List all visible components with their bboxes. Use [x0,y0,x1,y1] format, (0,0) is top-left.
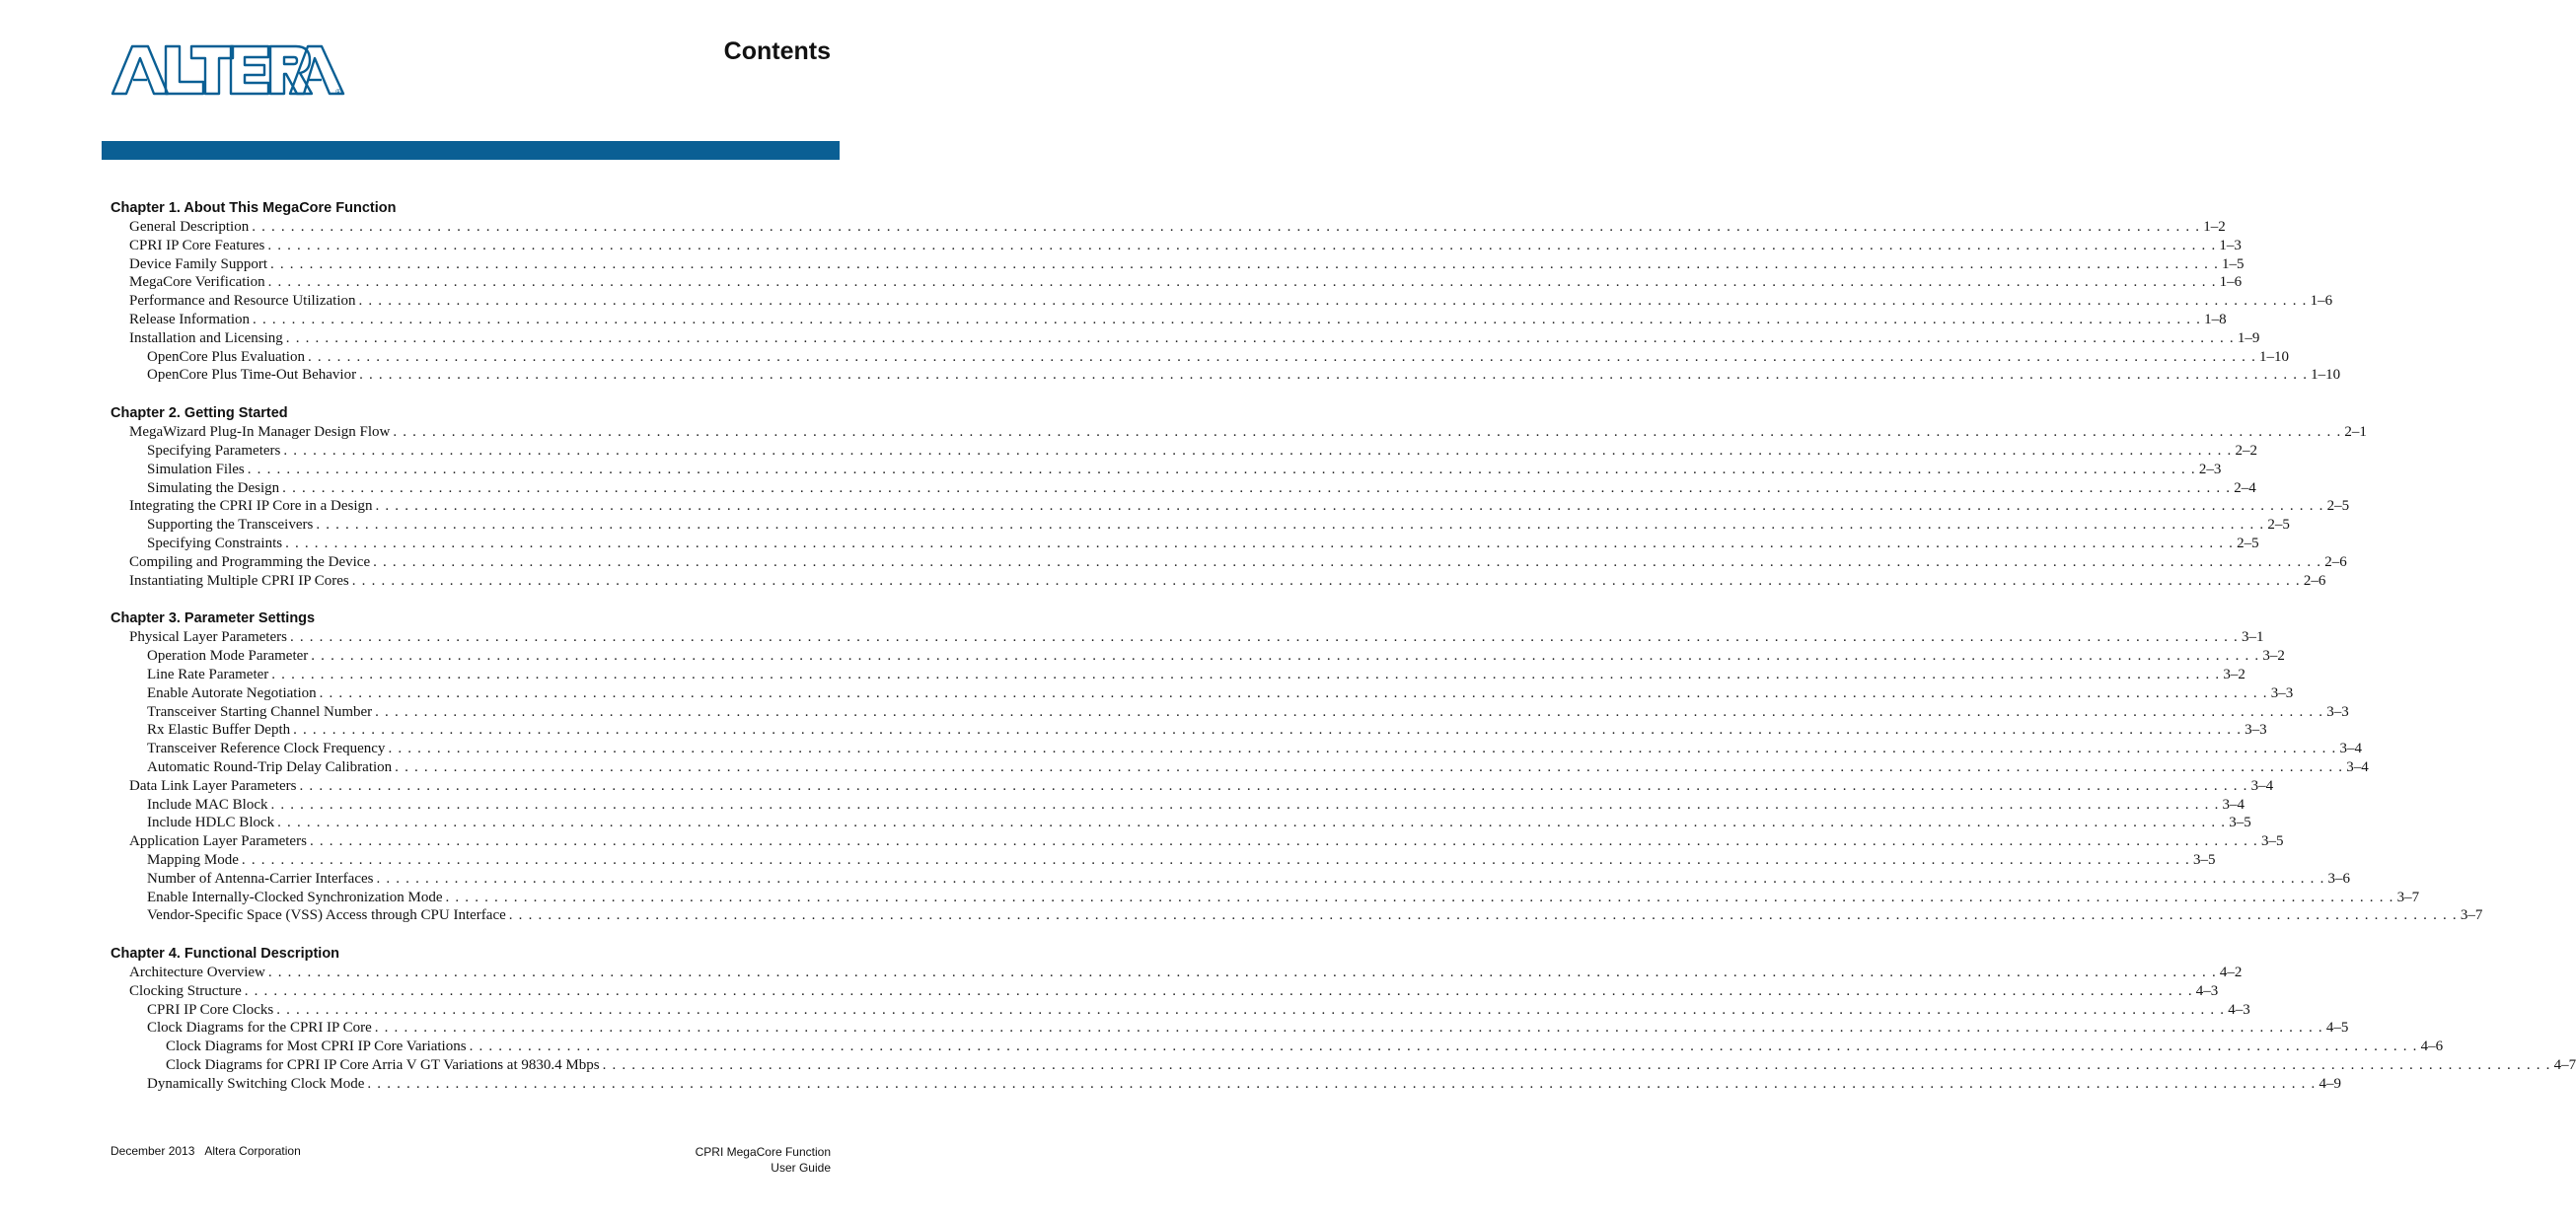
toc-entry[interactable] [110,497,2350,516]
toc-entry-page: 3–4 [2222,796,2245,813]
dot-leader: . . . . . . . . . . . . . . . . . . . . . . . . . . . . . . . . . . . . . . . . . . . . . . . . . . . . . . . . . . . . . . . . . . . . . . . . . . . . . . . . . . . . . . . . . . . . . . . . . . . . . . . . . . . . . . . . . . . . . . . . . . . . . . . . . . . . . . . . . . . . . . . . . . . . . . . . . . . . . . . . . . . . . . . . . . . . . . . . . . . . . . . . . . . . . . . . . . . . . . . . [395,758,2344,775]
toc-entry[interactable] [110,906,2483,925]
toc-entry[interactable] [110,461,2222,479]
dot-leader: . . . . . . . . . . . . . . . . . . . . . . . . . . . . . . . . . . . . . . . . . . . . . . . . . . . . . . . . . . . . . . . . . . . . . . . . . . . . . . . . . . . . . . . . . . . . . . . . . . . . . . . . . . . . . . . . . . . . . . . . . . . . . . . . . . . . . . . . . . . . . . . . . . . . . . . . . . . . . . . . . . . . . . . . . . . . . . . . . . . . . . . . . . . . . . . . . . . . . . . . [293,722,2243,739]
toc-entry-title: Data Link Layer Parameters [129,777,297,794]
toc-entry-title: Clock Diagrams for Most CPRI IP Core Variations [166,1039,467,1055]
toc-entry-page: 3–2 [2262,648,2285,665]
header-bar [102,141,840,160]
toc-entry-page: 2–6 [2324,553,2347,570]
toc-entry-page: 3–5 [2192,851,2216,868]
toc-entry-title: Vendor-Specific Space (VSS) Access through CPU Interface [147,907,506,924]
toc-entry[interactable] [110,255,2245,274]
toc-entry-page: 3–4 [2339,741,2362,757]
page-title: Contents [723,37,831,65]
toc-entry-page: 1–6 [2219,274,2243,291]
toc-entry-page: 3–6 [2327,870,2351,887]
footer-doc-title: CPRI MegaCore Function [695,1145,831,1159]
toc-entry[interactable] [110,758,2369,777]
toc-entry-title: Device Family Support [129,255,267,272]
toc-entry[interactable] [110,814,2251,832]
toc-entry[interactable] [110,964,2243,982]
toc-entry-page: 1–2 [2203,219,2226,235]
toc-entry-title: OpenCore Plus Evaluation [147,348,305,365]
dot-leader: . . . . . . . . . . . . . . . . . . . . . . . . . . . . . . . . . . . . . . . . . . . . . . . . . . . . . . . . . . . . . . . . . . . . . . . . . . . . . . . . . . . . . . . . . . . . . . . . . . . . . . . . . . . . . . . . . . . . . . . . . . . . . . . . . . . . . . . . . . . . . . . . . . . . . . . . . . . . . . . . . . . . . . . . . . . . . . . . . . . . . . . . . . . . . . . . . . . . . . . . [373,553,2322,570]
toc-entry-title: Clocking Structure [129,982,242,999]
toc-entry[interactable] [110,348,2290,367]
chapter-heading[interactable]: Chapter 4. Functional Description [110,946,340,963]
toc-entry[interactable] [110,311,2227,329]
toc-entry-page: 3–2 [2223,666,2245,682]
toc-entry[interactable] [110,982,2219,1001]
dot-leader: . . . . . . . . . . . . . . . . . . . . . . . . . . . . . . . . . . . . . . . . . . . . . . . . . . . . . . . . . . . . . . . . . . . . . . . . . . . . . . . . . . . . . . . . . . . . . . . . . . . . . . . . . . . . . . . . . . . . . . . . . . . . . . . . . . . . . . . . . . . . . . . . . . . . . . . . . . . . . . . . . . . . . . . . . . . . . . . . . . . . . . . . . . . . . . . . . . . . . . . . [316,517,2265,534]
footer-date: December 2013 [110,1144,195,1158]
toc-entry[interactable] [110,628,2264,647]
dot-leader: . . . . . . . . . . . . . . . . . . . . . . . . . . . . . . . . . . . . . . . . . . . . . . . . . . . . . . . . . . . . . . . . . . . . . . . . . . . . . . . . . . . . . . . . . . . . . . . . . . . . . . . . . . . . . . . . . . . . . . . . . . . . . . . . . . . . . . . . . . . . . . . . . . . . . . . . . . . . . . . . . . . . . . . . . . . . . . . . . . . . . . . . . . . . . . . . . . . . . . . . [469,1039,2418,1055]
toc-entry-title: Architecture Overview [129,965,265,981]
toc-entry-title: Transceiver Starting Channel Number [147,703,373,720]
toc-entry[interactable] [110,218,2226,237]
toc-entry-page: 4–2 [2219,965,2243,981]
toc-entry[interactable] [110,516,2290,535]
dot-leader: . . . . . . . . . . . . . . . . . . . . . . . . . . . . . . . . . . . . . . . . . . . . . . . . . . . . . . . . . . . . . . . . . . . . . . . . . . . . . . . . . . . . . . . . . . . . . . . . . . . . . . . . . . . . . . . . . . . . . . . . . . . . . . . . . . . . . . . . . . . . . . . . . . . . . . . . . . . . . . . . . . . . . . . . . . . . . . . . . . . . . . . . . . . . . . . . . . . . . . . . [376,870,2325,887]
toc-entry[interactable] [110,273,2243,292]
toc-entry[interactable] [110,796,2245,815]
toc-entry-page: 3–4 [2346,758,2369,775]
registered-mark: ® [335,88,341,97]
toc-entry-page: 2–1 [2344,424,2367,441]
toc-entry-page: 2–2 [2235,442,2257,459]
toc-entry-page: 4–9 [2318,1075,2341,1092]
dot-leader: . . . . . . . . . . . . . . . . . . . . . . . . . . . . . . . . . . . . . . . . . . . . . . . . . . . . . . . . . . . . . . . . . . . . . . . . . . . . . . . . . . . . . . . . . . . . . . . . . . . . . . . . . . . . . . . . . . . . . . . . . . . . . . . . . . . . . . . . . . . . . . . . . . . . . . . . . . . . . . . . . . . . . . . . . . . . . . . . . . . . . . . . . . . . . . . . . . . . . . . . [367,1075,2317,1092]
dot-leader: . . . . . . . . . . . . . . . . . . . . . . . . . . . . . . . . . . . . . . . . . . . . . . . . . . . . . . . . . . . . . . . . . . . . . . . . . . . . . . . . . . . . . . . . . . . . . . . . . . . . . . . . . . . . . . . . . . . . . . . . . . . . . . . . . . . . . . . . . . . . . . . . . . . . . . . . . . . . . . . . . . . . . . . . . . . . . . . . . . . . . . . . . . . . . . . . . . . . . . . . [375,703,2324,720]
dot-leader: . . . . . . . . . . . . . . . . . . . . . . . . . . . . . . . . . . . . . . . . . . . . . . . . . . . . . . . . . . . . . . . . . . . . . . . . . . . . . . . . . . . . . . . . . . . . . . . . . . . . . . . . . . . . . . . . . . . . . . . . . . . . . . . . . . . . . . . . . . . . . . . . . . . . . . . . . . . . . . . . . . . . . . . . . . . . . . . . . . . . . . . . . . . . . . . . . . . . . . . . [289,629,2240,646]
toc-entry-page: 1–10 [2259,348,2290,365]
toc-entry[interactable] [110,889,2420,907]
toc-entry[interactable] [110,329,2260,348]
dot-leader: . . . . . . . . . . . . . . . . . . . . . . . . . . . . . . . . . . . . . . . . . . . . . . . . . . . . . . . . . . . . . . . . . . . . . . . . . . . . . . . . . . . . . . . . . . . . . . . . . . . . . . . . . . . . . . . . . . . . . . . . . . . . . . . . . . . . . . . . . . . . . . . . . . . . . . . . . . . . . . . . . . . . . . . . . . . . . . . . . . . . . . . . . . . . . . . . . . . . . . . . [241,851,2190,868]
toc-entry-title: Supporting the Transceivers [147,517,314,534]
toc-entry-title: Specifying Constraints [147,535,283,551]
toc-entry-title: General Description [129,219,250,235]
toc-entry[interactable] [110,870,2351,889]
toc-entry-title: Specifying Parameters [147,442,281,459]
toc-entry[interactable] [110,721,2267,740]
toc-entry-page: 2–6 [2303,572,2326,589]
dot-leader: . . . . . . . . . . . . . . . . . . . . . . . . . . . . . . . . . . . . . . . . . . . . . . . . . . . . . . . . . . . . . . . . . . . . . . . . . . . . . . . . . . . . . . . . . . . . . . . . . . . . . . . . . . . . . . . . . . . . . . . . . . . . . . . . . . . . . . . . . . . . . . . . . . . . . . . . . . . . . . . . . . . . . . . . . . . . . . . . . . . . . . . . . . . . . . . . . . . . . . . . [285,535,2235,551]
dot-leader: . . . . . . . . . . . . . . . . . . . . . . . . . . . . . . . . . . . . . . . . . . . . . . . . . . . . . . . . . . . . . . . . . . . . . . . . . . . . . . . . . . . . . . . . . . . . . . . . . . . . . . . . . . . . . . . . . . . . . . . . . . . . . . . . . . . . . . . . . . . . . . . . . . . . . . . . . . . . . . . . . . . . . . . . . . . . . . . . . . . . . . . . . . . . . . . . . . . . . . . . [285,329,2235,346]
footer-right [696,1144,831,1176]
toc-entry[interactable] [110,684,2294,703]
toc-entry[interactable] [110,479,2256,498]
dot-leader: . . . . . . . . . . . . . . . . . . . . . . . . . . . . . . . . . . . . . . . . . . . . . . . . . . . . . . . . . . . . . . . . . . . . . . . . . . . . . . . . . . . . . . . . . . . . . . . . . . . . . . . . . . . . . . . . . . . . . . . . . . . . . . . . . . . . . . . . . . . . . . . . . . . . . . . . . . . . . . . . . . . . . . . . . . . . . . . . . . . . . . . . . . . . . . . . . . . . . . . . [267,237,2217,253]
toc-entry-title: Compiling and Programming the Device [129,553,371,570]
toc-entry-page: 2–5 [2267,517,2290,534]
toc-entry-page: 2–3 [2198,461,2222,477]
toc-entry-title: Simulating the Design [147,479,280,496]
dot-leader: . . . . . . . . . . . . . . . . . . . . . . . . . . . . . . . . . . . . . . . . . . . . . . . . . . . . . . . . . . . . . . . . . . . . . . . . . . . . . . . . . . . . . . . . . . . . . . . . . . . . . . . . . . . . . . . . . . . . . . . . . . . . . . . . . . . . . . . . . . . . . . . . . . . . . . . . . . . . . . . . . . . . . . . . . . . . . . . . . . . . . . . . . . . . . . . . . . . . . . . . [247,461,2196,477]
toc-entry-title: Enable Internally-Clocked Synchronization Mode [147,889,443,905]
dot-leader: . . . . . . . . . . . . . . . . . . . . . . . . . . . . . . . . . . . . . . . . . . . . . . . . . . . . . . . . . . . . . . . . . . . . . . . . . . . . . . . . . . . . . . . . . . . . . . . . . . . . . . . . . . . . . . . . . . . . . . . . . . . . . . . . . . . . . . . . . . . . . . . . . . . . . . . . . . . . . . . . . . . . . . . . . . . . . . . . . . . . . . . . . . . . . . . . . . . . . . . . [269,255,2220,272]
toc-entry[interactable] [110,237,2242,255]
dot-leader: . . . . . . . . . . . . . . . . . . . . . . . . . . . . . . . . . . . . . . . . . . . . . . . . . . . . . . . . . . . . . . . . . . . . . . . . . . . . . . . . . . . . . . . . . . . . . . . . . . . . . . . . . . . . . . . . . . . . . . . . . . . . . . . . . . . . . . . . . . . . . . . . . . . . . . . . . . . . . . . . . . . . . . . . . . . . . . . . . . . . . . . . . . . . . . . . . . . . . . . . [271,666,2221,682]
table-of-contents [110,198,2576,1112]
toc-entry[interactable] [110,1019,2349,1038]
toc-entry[interactable] [110,851,2216,870]
dot-leader: . . . . . . . . . . . . . . . . . . . . . . . . . . . . . . . . . . . . . . . . . . . . . . . . . . . . . . . . . . . . . . . . . . . . . . . . . . . . . . . . . . . . . . . . . . . . . . . . . . . . . . . . . . . . . . . . . . . . . . . . . . . . . . . . . . . . . . . . . . . . . . . . . . . . . . . . . . . . . . . . . . . . . . . . . . . . . . . . . . . . . . . . . . . . . . . . . . . . . . . . [445,889,2394,905]
dot-leader: . . . . . . . . . . . . . . . . . . . . . . . . . . . . . . . . . . . . . . . . . . . . . . . . . . . . . . . . . . . . . . . . . . . . . . . . . . . . . . . . . . . . . . . . . . . . . . . . . . . . . . . . . . . . . . . . . . . . . . . . . . . . . . . . . . . . . . . . . . . . . . . . . . . . . . . . . . . . . . . . . . . . . . . . . . . . . . . . . . . . . . . . . . . . . . . . . . . . . . . . [267,965,2217,981]
toc-entry-page: 2–5 [2237,535,2259,551]
toc-entry-page: 3–7 [2396,889,2420,905]
toc-chapter [110,944,2576,1094]
toc-entry-title: Include HDLC Block [147,815,275,831]
altera-logo [110,44,345,96]
toc-entry-page: 4–3 [2228,1001,2250,1018]
toc-entry[interactable] [110,777,2274,796]
toc-entry-title: Application Layer Parameters [129,833,307,850]
toc-entry[interactable] [110,572,2326,591]
dot-leader: . . . . . . . . . . . . . . . . . . . . . . . . . . . . . . . . . . . . . . . . . . . . . . . . . . . . . . . . . . . . . . . . . . . . . . . . . . . . . . . . . . . . . . . . . . . . . . . . . . . . . . . . . . . . . . . . . . . . . . . . . . . . . . . . . . . . . . . . . . . . . . . . . . . . . . . . . . . . . . . . . . . . . . . . . . . . . . . . . . . . . . . . . . . . . . . . . . . . . . . . [393,424,2342,441]
toc-entry-title: Number of Antenna-Carrier Interfaces [147,870,374,887]
toc-entry-title: Automatic Round-Trip Delay Calibration [147,758,393,775]
dot-leader: . . . . . . . . . . . . . . . . . . . . . . . . . . . . . . . . . . . . . . . . . . . . . . . . . . . . . . . . . . . . . . . . . . . . . . . . . . . . . . . . . . . . . . . . . . . . . . . . . . . . . . . . . . . . . . . . . . . . . . . . . . . . . . . . . . . . . . . . . . . . . . . . . . . . . . . . . . . . . . . . . . . . . . . . . . . . . . . . . . . . . . . . . . . . . . . . . . . . . . . . [252,219,2201,235]
dot-leader: . . . . . . . . . . . . . . . . . . . . . . . . . . . . . . . . . . . . . . . . . . . . . . . . . . . . . . . . . . . . . . . . . . . . . . . . . . . . . . . . . . . . . . . . . . . . . . . . . . . . . . . . . . . . . . . . . . . . . . . . . . . . . . . . . . . . . . . . . . . . . . . . . . . . . . . . . . . . . . . . . . . . . . . . . . . . . . . . . . . . . . . . . . . . . . . . . . . . . . . . [299,777,2248,794]
dot-leader: . . . . . . . . . . . . . . . . . . . . . . . . . . . . . . . . . . . . . . . . . . . . . . . . . . . . . . . . . . . . . . . . . . . . . . . . . . . . . . . . . . . . . . . . . . . . . . . . . . . . . . . . . . . . . . . . . . . . . . . . . . . . . . . . . . . . . . . . . . . . . . . . . . . . . . . . . . . . . . . . . . . . . . . . . . . . . . . . . . . . . . . . . . . . . . . . . . . . . . . . [309,833,2258,850]
footer-company: Altera Corporation [204,1144,301,1158]
toc-entry-page: 3–3 [2245,722,2267,739]
toc-entry[interactable] [110,740,2362,758]
toc-entry-page: 3–7 [2460,907,2483,924]
toc-entry-page: 3–1 [2242,629,2264,646]
toc-entry-title: Transceiver Reference Clock Frequency [147,741,386,757]
dot-leader: . . . . . . . . . . . . . . . . . . . . . . . . . . . . . . . . . . . . . . . . . . . . . . . . . . . . . . . . . . . . . . . . . . . . . . . . . . . . . . . . . . . . . . . . . . . . . . . . . . . . . . . . . . . . . . . . . . . . . . . . . . . . . . . . . . . . . . . . . . . . . . . . . . . . . . . . . . . . . . . . . . . . . . . . . . . . . . . . . . . . . . . . . . . . . . . . . . . . . . . . [311,648,2260,665]
toc-entry-page: 4–6 [2420,1039,2444,1055]
toc-entry-title: Clock Diagrams for CPRI IP Core Arria V GT Variations at 9830.4 Mbps [166,1057,600,1074]
toc-chapter [110,198,2341,385]
toc-entry-title: OpenCore Plus Time-Out Behavior [147,367,357,384]
toc-entry-title: Release Information [129,311,251,327]
dot-leader: . . . . . . . . . . . . . . . . . . . . . . . . . . . . . . . . . . . . . . . . . . . . . . . . . . . . . . . . . . . . . . . . . . . . . . . . . . . . . . . . . . . . . . . . . . . . . . . . . . . . . . . . . . . . . . . . . . . . . . . . . . . . . . . . . . . . . . . . . . . . . . . . . . . . . . . . . . . . . . . . . . . . . . . . . . . . . . . . . . . . . . . . . . . . . . . . . . . . . . . . [358,293,2308,310]
toc-entry-title: Enable Autorate Negotiation [147,684,317,701]
toc-entry[interactable] [110,442,2257,461]
toc-chapter [110,609,2483,925]
toc-entry-title: Instantiating Multiple CPRI IP Cores [129,572,349,589]
toc-entry[interactable] [110,1056,2576,1075]
toc-entry-title: Clock Diagrams for the CPRI IP Core [147,1020,372,1037]
toc-entry-title: Simulation Files [147,461,245,477]
toc-entry-title: Line Rate Parameter [147,666,269,682]
dot-leader: . . . . . . . . . . . . . . . . . . . . . . . . . . . . . . . . . . . . . . . . . . . . . . . . . . . . . . . . . . . . . . . . . . . . . . . . . . . . . . . . . . . . . . . . . . . . . . . . . . . . . . . . . . . . . . . . . . . . . . . . . . . . . . . . . . . . . . . . . . . . . . . . . . . . . . . . . . . . . . . . . . . . . . . . . . . . . . . . . . . . . . . . . . . . . . . . . . . . . . . . [267,274,2217,291]
dot-leader: . . . . . . . . . . . . . . . . . . . . . . . . . . . . . . . . . . . . . . . . . . . . . . . . . . . . . . . . . . . . . . . . . . . . . . . . . . . . . . . . . . . . . . . . . . . . . . . . . . . . . . . . . . . . . . . . . . . . . . . . . . . . . . . . . . . . . . . . . . . . . . . . . . . . . . . . . . . . . . . . . . . . . . . . . . . . . . . . . . . . . . . . . . . . . . . . . . . . . . . . [602,1057,2551,1074]
footer-left [110,1144,301,1158]
dot-leader: . . . . . . . . . . . . . . . . . . . . . . . . . . . . . . . . . . . . . . . . . . . . . . . . . . . . . . . . . . . . . . . . . . . . . . . . . . . . . . . . . . . . . . . . . . . . . . . . . . . . . . . . . . . . . . . . . . . . . . . . . . . . . . . . . . . . . . . . . . . . . . . . . . . . . . . . . . . . . . . . . . . . . . . . . . . . . . . . . . . . . . . . . . . . . . . . . . . . . . . . [277,815,2227,831]
toc-entry-page: 4–3 [2195,982,2219,999]
toc-entry-page: 3–3 [2326,703,2349,720]
toc-entry[interactable] [110,703,2349,722]
dot-leader: . . . . . . . . . . . . . . . . . . . . . . . . . . . . . . . . . . . . . . . . . . . . . . . . . . . . . . . . . . . . . . . . . . . . . . . . . . . . . . . . . . . . . . . . . . . . . . . . . . . . . . . . . . . . . . . . . . . . . . . . . . . . . . . . . . . . . . . . . . . . . . . . . . . . . . . . . . . . . . . . . . . . . . . . . . . . . . . . . . . . . . . . . . . . . . . . . . . . . . . . [283,442,2233,459]
toc-entry-title: CPRI IP Core Clocks [147,1001,274,1018]
chapter-heading[interactable]: Chapter 1. About This MegaCore Function [110,200,397,216]
toc-entry[interactable] [110,1038,2444,1056]
toc-entry[interactable] [110,553,2347,572]
toc-entry[interactable] [110,292,2333,311]
toc-entry-page: 3–5 [2229,815,2251,831]
toc-entry-page: 1–9 [2237,329,2260,346]
toc-entry-title: Performance and Resource Utilization [129,293,356,310]
toc-entry-title: Physical Layer Parameters [129,629,287,646]
toc-entry-page: 2–4 [2234,479,2256,496]
toc-entry-title: Dynamically Switching Clock Mode [147,1075,365,1092]
toc-entry-page: 2–5 [2326,498,2350,515]
toc-entry-page: 3–5 [2261,833,2284,850]
toc-entry-page: 1–10 [2311,367,2341,384]
dot-leader: . . . . . . . . . . . . . . . . . . . . . . . . . . . . . . . . . . . . . . . . . . . . . . . . . . . . . . . . . . . . . . . . . . . . . . . . . . . . . . . . . . . . . . . . . . . . . . . . . . . . . . . . . . . . . . . . . . . . . . . . . . . . . . . . . . . . . . . . . . . . . . . . . . . . . . . . . . . . . . . . . . . . . . . . . . . . . . . . . . . . . . . . . . . . . . . . . . . . . . . . [244,982,2193,999]
toc-entry-page: 1–6 [2310,293,2333,310]
toc-entry-title: MegaWizard Plug-In Manager Design Flow [129,424,391,441]
chapter-heading[interactable]: Chapter 2. Getting Started [110,405,288,422]
toc-entry-page: 4–7 [2553,1057,2576,1074]
toc-entry-title: Include MAC Block [147,796,268,813]
toc-entry[interactable] [110,1001,2250,1020]
toc-entry-page: 1–5 [2222,255,2245,272]
toc-entry-title: MegaCore Verification [129,274,265,291]
toc-entry-title: Integrating the CPRI IP Core in a Design [129,498,373,515]
toc-entry-title: CPRI IP Core Features [129,237,265,253]
toc-chapter [110,403,2367,590]
chapter-heading[interactable]: Chapter 3. Parameter Settings [110,610,316,627]
dot-leader: . . . . . . . . . . . . . . . . . . . . . . . . . . . . . . . . . . . . . . . . . . . . . . . . . . . . . . . . . . . . . . . . . . . . . . . . . . . . . . . . . . . . . . . . . . . . . . . . . . . . . . . . . . . . . . . . . . . . . . . . . . . . . . . . . . . . . . . . . . . . . . . . . . . . . . . . . . . . . . . . . . . . . . . . . . . . . . . . . . . . . . . . . . . . . . . . . . . . . . . . [270,796,2220,813]
dot-leader: . . . . . . . . . . . . . . . . . . . . . . . . . . . . . . . . . . . . . . . . . . . . . . . . . . . . . . . . . . . . . . . . . . . . . . . . . . . . . . . . . . . . . . . . . . . . . . . . . . . . . . . . . . . . . . . . . . . . . . . . . . . . . . . . . . . . . . . . . . . . . . . . . . . . . . . . . . . . . . . . . . . . . . . . . . . . . . . . . . . . . . . . . . . . . . . . . . . . . . . . [282,479,2232,496]
toc-entry[interactable] [110,535,2259,553]
dot-leader: . . . . . . . . . . . . . . . . . . . . . . . . . . . . . . . . . . . . . . . . . . . . . . . . . . . . . . . . . . . . . . . . . . . . . . . . . . . . . . . . . . . . . . . . . . . . . . . . . . . . . . . . . . . . . . . . . . . . . . . . . . . . . . . . . . . . . . . . . . . . . . . . . . . . . . . . . . . . . . . . . . . . . . . . . . . . . . . . . . . . . . . . . . . . . . . . . . . . . . . . [375,498,2324,515]
toc-entry[interactable] [110,647,2285,666]
toc-entry-page: 4–5 [2325,1020,2349,1037]
dot-leader: . . . . . . . . . . . . . . . . . . . . . . . . . . . . . . . . . . . . . . . . . . . . . . . . . . . . . . . . . . . . . . . . . . . . . . . . . . . . . . . . . . . . . . . . . . . . . . . . . . . . . . . . . . . . . . . . . . . . . . . . . . . . . . . . . . . . . . . . . . . . . . . . . . . . . . . . . . . . . . . . . . . . . . . . . . . . . . . . . . . . . . . . . . . . . . . . . . . . . . . . [508,907,2458,924]
dot-leader: . . . . . . . . . . . . . . . . . . . . . . . . . . . . . . . . . . . . . . . . . . . . . . . . . . . . . . . . . . . . . . . . . . . . . . . . . . . . . . . . . . . . . . . . . . . . . . . . . . . . . . . . . . . . . . . . . . . . . . . . . . . . . . . . . . . . . . . . . . . . . . . . . . . . . . . . . . . . . . . . . . . . . . . . . . . . . . . . . . . . . . . . . . . . . . . . . . . . . . . . [388,741,2337,757]
toc-entry[interactable] [110,832,2284,851]
dot-leader: . . . . . . . . . . . . . . . . . . . . . . . . . . . . . . . . . . . . . . . . . . . . . . . . . . . . . . . . . . . . . . . . . . . . . . . . . . . . . . . . . . . . . . . . . . . . . . . . . . . . . . . . . . . . . . . . . . . . . . . . . . . . . . . . . . . . . . . . . . . . . . . . . . . . . . . . . . . . . . . . . . . . . . . . . . . . . . . . . . . . . . . . . . . . . . . . . . . . . . . . [253,311,2202,327]
toc-entry[interactable] [110,666,2245,684]
toc-entry-page: 3–4 [2250,777,2274,794]
toc-entry[interactable] [110,1075,2341,1094]
dot-leader: . . . . . . . . . . . . . . . . . . . . . . . . . . . . . . . . . . . . . . . . . . . . . . . . . . . . . . . . . . . . . . . . . . . . . . . . . . . . . . . . . . . . . . . . . . . . . . . . . . . . . . . . . . . . . . . . . . . . . . . . . . . . . . . . . . . . . . . . . . . . . . . . . . . . . . . . . . . . . . . . . . . . . . . . . . . . . . . . . . . . . . . . . . . . . . . . . . . . . . . . [374,1020,2323,1037]
toc-entry-title: Rx Elastic Buffer Depth [147,722,291,739]
toc-entry-title: Mapping Mode [147,851,239,868]
dot-leader: . . . . . . . . . . . . . . . . . . . . . . . . . . . . . . . . . . . . . . . . . . . . . . . . . . . . . . . . . . . . . . . . . . . . . . . . . . . . . . . . . . . . . . . . . . . . . . . . . . . . . . . . . . . . . . . . . . . . . . . . . . . . . . . . . . . . . . . . . . . . . . . . . . . . . . . . . . . . . . . . . . . . . . . . . . . . . . . . . . . . . . . . . . . . . . . . . . . . . . . . [276,1001,2226,1018]
toc-entry-title: Operation Mode Parameter [147,648,309,665]
dot-leader: . . . . . . . . . . . . . . . . . . . . . . . . . . . . . . . . . . . . . . . . . . . . . . . . . . . . . . . . . . . . . . . . . . . . . . . . . . . . . . . . . . . . . . . . . . . . . . . . . . . . . . . . . . . . . . . . . . . . . . . . . . . . . . . . . . . . . . . . . . . . . . . . . . . . . . . . . . . . . . . . . . . . . . . . . . . . . . . . . . . . . . . . . . . . . . . . . . . . . . . . [307,348,2257,365]
dot-leader: . . . . . . . . . . . . . . . . . . . . . . . . . . . . . . . . . . . . . . . . . . . . . . . . . . . . . . . . . . . . . . . . . . . . . . . . . . . . . . . . . . . . . . . . . . . . . . . . . . . . . . . . . . . . . . . . . . . . . . . . . . . . . . . . . . . . . . . . . . . . . . . . . . . . . . . . . . . . . . . . . . . . . . . . . . . . . . . . . . . . . . . . . . . . . . . . . . . . . . . . [359,367,2309,384]
dot-leader: . . . . . . . . . . . . . . . . . . . . . . . . . . . . . . . . . . . . . . . . . . . . . . . . . . . . . . . . . . . . . . . . . . . . . . . . . . . . . . . . . . . . . . . . . . . . . . . . . . . . . . . . . . . . . . . . . . . . . . . . . . . . . . . . . . . . . . . . . . . . . . . . . . . . . . . . . . . . . . . . . . . . . . . . . . . . . . . . . . . . . . . . . . . . . . . . . . . . . . . . [319,684,2268,701]
toc-entry-page: 1–8 [2204,311,2227,327]
toc-entry-page: 1–3 [2219,237,2242,253]
toc-entry-page: 3–3 [2270,684,2294,701]
toc-entry-title: Installation and Licensing [129,329,283,346]
footer-doc-type: User Guide [771,1161,831,1175]
dot-leader: . . . . . . . . . . . . . . . . . . . . . . . . . . . . . . . . . . . . . . . . . . . . . . . . . . . . . . . . . . . . . . . . . . . . . . . . . . . . . . . . . . . . . . . . . . . . . . . . . . . . . . . . . . . . . . . . . . . . . . . . . . . . . . . . . . . . . . . . . . . . . . . . . . . . . . . . . . . . . . . . . . . . . . . . . . . . . . . . . . . . . . . . . . . . . . . . . . . . . . . . [351,572,2301,589]
toc-entry[interactable] [110,366,2341,385]
toc-entry[interactable] [110,423,2367,442]
